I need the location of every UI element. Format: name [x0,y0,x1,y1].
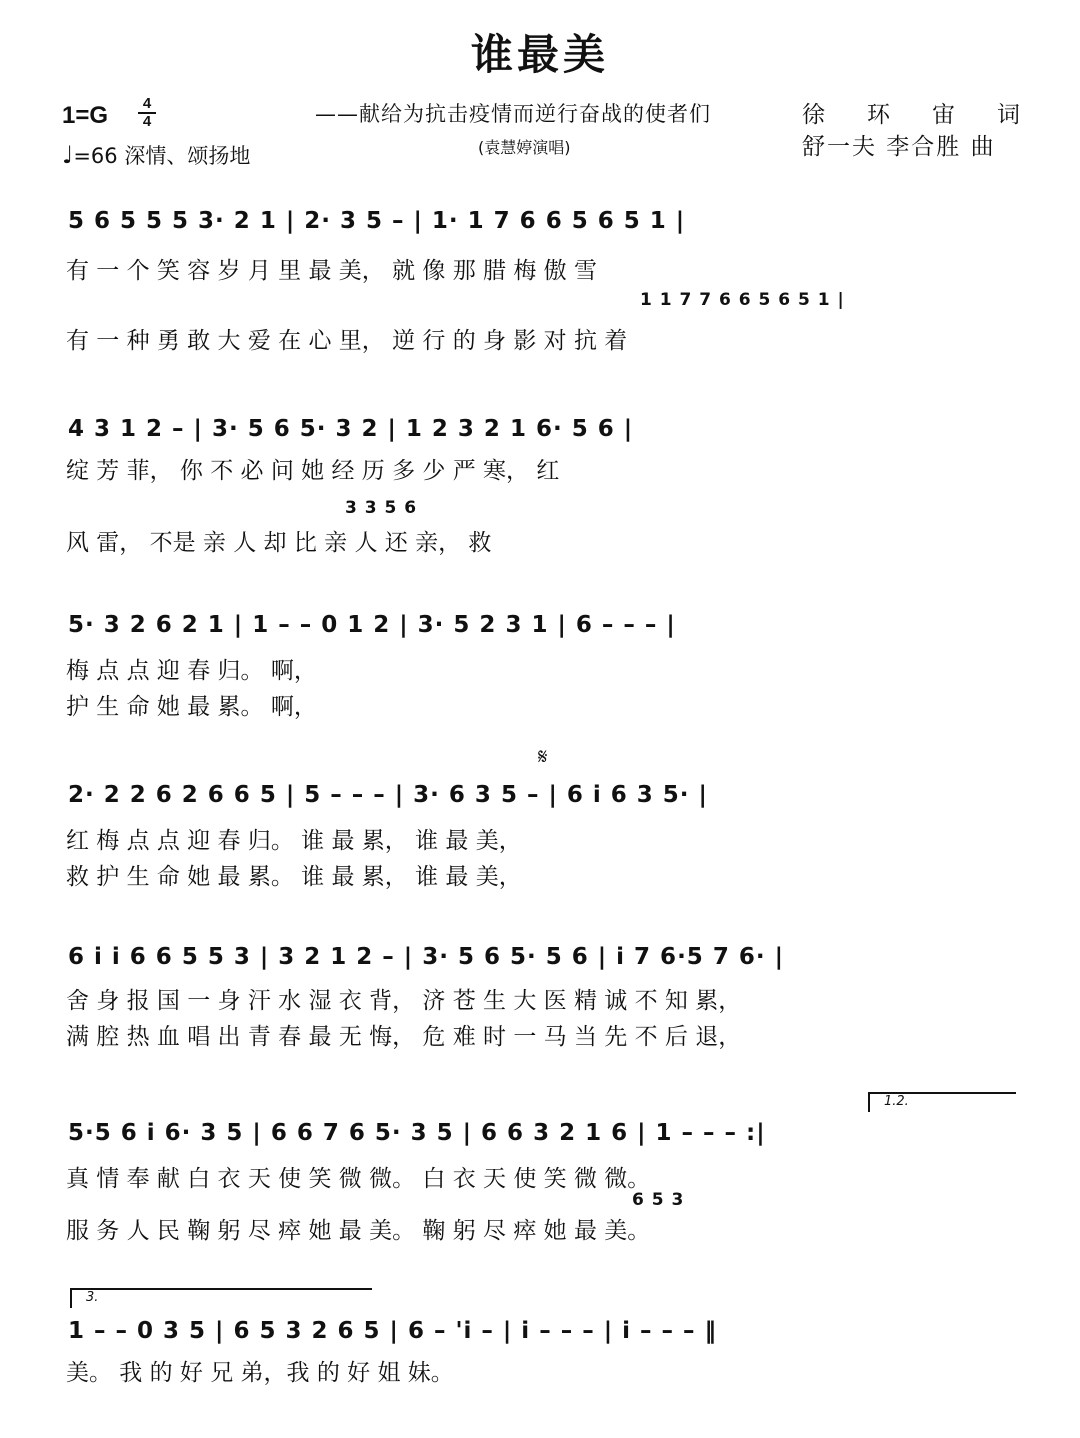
lyricist-char: 徐 [802,102,825,128]
singer-credit: (袁慧婷演唱) [478,138,571,157]
composer-credit: 舒一夫 李合胜 曲 [802,134,996,160]
meter-top: 4 [142,95,152,112]
lyricist-char: 宙 [932,102,955,128]
lyric-line: 梅 点 点 迎 春 归。 啊， [66,658,317,684]
volta-label: 1.2. [884,1094,909,1109]
notation-line: 5 6 5 5 5 3· 2 1 | 2· 3 5 – | 1· 1 7 6 6 5 6 5 1 | [68,208,686,234]
lyric-line: 救 护 生 命 她 最 累。 谁 最 累， 谁 最 美， [66,864,522,890]
lyric-line: 服 务 人 民 鞠 躬 尽 瘁 她 最 美。 鞠 躬 尽 瘁 她 最 美。 [66,1218,651,1244]
notation-line: 1 – – 0 3 5 | 6 5 3 2 6 5 | 6 – 'i – | i – – – | i – – – ‖ [68,1318,718,1344]
alternate-notation-line: 3 3 5 6 [345,498,418,518]
key-signature: 1=G [62,102,109,129]
lyric-line: 风 雷， 不是 亲 人 却 比 亲 人 还 亲， 救 [66,530,492,556]
dedication: ——献给为抗击疫情而逆行奋战的使者们 [315,102,711,126]
lyric-line: 有 一 个 笑 容 岁 月 里 最 美， 就 像 那 腊 梅 傲 雪 [66,258,597,284]
lyric-line: 护 生 命 她 最 累。 啊， [66,694,317,720]
notation-line: 6 i i 6 6 5 5 3 | 3 2 1 2 – | 3· 5 6 5· 5 6 | i 7 6·5 7 6· | [68,944,784,970]
lyric-line: 红 梅 点 点 迎 春 归。 谁 最 累， 谁 最 美， [66,828,522,854]
lyric-line: 美。 我 的 好 兄 弟，我 的 好 姐 妹。 [66,1360,454,1386]
notation-line: 2· 2 2 6 2 6 6 5 | 5 – – – | 3· 6 3 5 – | 6 i 6 3 5· | [68,782,708,808]
expression-mark: 深情、颂扬地 [124,144,251,168]
notation-line: 5· 3 2 6 2 1 | 1 – – 0 1 2 | 3· 5 2 3 1 | 6 – – – | [68,612,676,638]
lyricist-char: 环 [867,102,890,128]
lyric-line: 真 情 奉 献 白 衣 天 使 笑 微 微。 白 衣 天 使 笑 微 微。 [66,1166,651,1192]
lyric-line: 有 一 种 勇 敢 大 爱 在 心 里， 逆 行 的 身 影 对 抗 着 [66,328,628,354]
tempo-marking [62,140,250,170]
lyricist-char: 词 [997,102,1020,128]
lyric-line: 满 腔 热 血 唱 出 青 春 最 无 悔， 危 难 时 一 马 当 先 不 后 退， [66,1024,742,1050]
alternate-notation-line: 1 1 7 7 6 6 5 6 5 1 | [640,290,845,310]
notation-line: 5·5 6 i 6· 3 5 | 6 6 7 6 5· 3 5 | 6 6 3 2 1 6 | 1 – – – :| [68,1120,766,1146]
lyric-line: 舍 身 报 国 一 身 汗 水 湿 衣 背， 济 苍 生 大 医 精 诚 不 知 累， [66,988,742,1014]
time-signature [136,96,158,130]
meter-bottom: 4 [142,113,152,130]
tempo-value: =66 [73,144,118,168]
lyricist-credit [802,96,1020,129]
volta-label: 3. [86,1290,99,1305]
lyric-line: 绽 芳 菲， 你 不 必 问 她 经 历 多 少 严 寒， 红 [66,458,560,484]
alternate-notation-line: 6 5 3 [632,1190,685,1210]
notation-line: 4 3 1 2 – | 3· 5 6 5· 3 2 | 1 2 3 2 1 6· 5 6 | [68,416,634,442]
song-title: 谁最美 [470,30,609,79]
volta-bracket [70,1288,372,1308]
segno-sign: 𝄋 [538,745,548,770]
quarter-note-icon: ♩ [62,141,74,169]
